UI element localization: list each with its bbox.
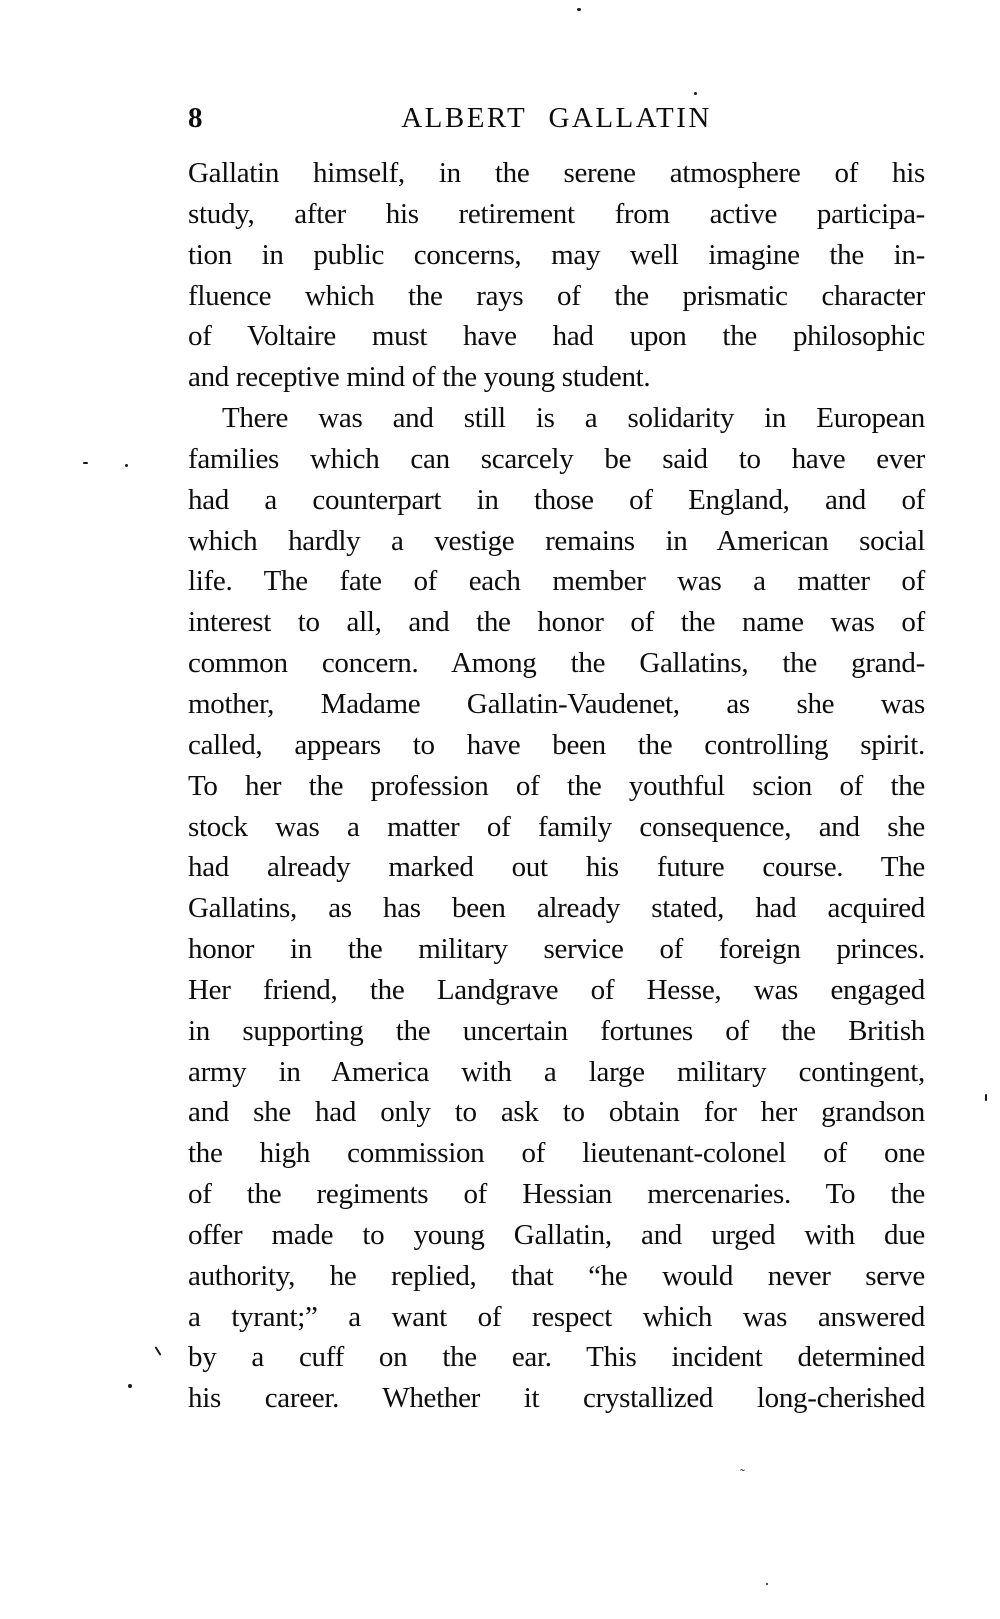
text-line: mother, Madame Gallatin-Vaudenet, as she was (188, 687, 925, 720)
scan-speck (766, 1583, 768, 1585)
text-line: common concern. Among the Gallatins, the grand- (188, 647, 925, 680)
text-line: and receptive mind of the young student. (188, 361, 651, 394)
text-line: families which can scarcely be said to have ever (188, 442, 925, 475)
scan-speck (155, 1346, 162, 1356)
scan-speck (694, 92, 697, 95)
text-line: honor in the military service of foreign princes. (188, 933, 925, 966)
text-line: in supporting the uncertain fortunes of the British (188, 1014, 925, 1047)
text-line: of Voltaire must have had upon the philosophic (188, 320, 925, 353)
text-line: life. The fate of each member was a matter of (188, 565, 925, 598)
text-line: offer made to young Gallatin, and urged with due (188, 1218, 925, 1251)
text-line: army in America with a large military contingent, (188, 1055, 925, 1088)
text-line: Gallatin himself, in the serene atmosphere of his (188, 157, 925, 189)
text-line: To her the profession of the youthful scion of the (188, 769, 925, 802)
text-line: Her friend, the Landgrave of Hesse, was engaged (188, 973, 925, 1006)
text-line: fluence which the rays of the prismatic character (188, 279, 925, 312)
running-header (188, 100, 925, 136)
text-line: There was and still is a solidarity in European (222, 402, 925, 435)
text-line: which hardly a vestige remains in American social (188, 524, 925, 557)
text-line: had already marked out his future course. The (188, 851, 925, 884)
text-line: of the regiments of Hessian mercenaries. To the (188, 1178, 925, 1211)
text-line: called, appears to have been the controlling spirit. (188, 728, 925, 761)
scan-speck (83, 462, 88, 464)
text-line: Gallatins, as has been already stated, had acquired (188, 892, 925, 925)
text-line: study, after his retirement from active participa- (188, 197, 925, 230)
scan-speck: ˜ (740, 1467, 745, 1483)
scan-speck (577, 8, 581, 11)
text-line: and she had only to ask to obtain for her grandson (188, 1096, 925, 1129)
text-line: stock was a matter of family consequence, and she (188, 810, 925, 843)
text-line: by a cuff on the ear. This incident determined (188, 1341, 925, 1374)
scan-speck (128, 1384, 132, 1388)
page-number: 8 (188, 102, 203, 134)
text-line: interest to all, and the honor of the name was of (188, 606, 925, 639)
body-text (188, 153, 925, 1419)
running-header-title: ALBERT GALLATIN (401, 102, 712, 134)
scan-speck (125, 464, 128, 467)
text-line: a tyrant;” a want of respect which was answered (188, 1300, 925, 1333)
text-line: his career. Whether it crystallized long-cherished (188, 1382, 925, 1415)
text-line: tion in public concerns, may well imagine the in- (188, 238, 925, 271)
text-line: authority, he replied, that “he would never serve (188, 1259, 925, 1292)
scan-speck (985, 1094, 987, 1101)
text-line: had a counterpart in those of England, and of (188, 483, 925, 516)
text-line: the high commission of lieutenant-colonel of one (188, 1137, 925, 1170)
